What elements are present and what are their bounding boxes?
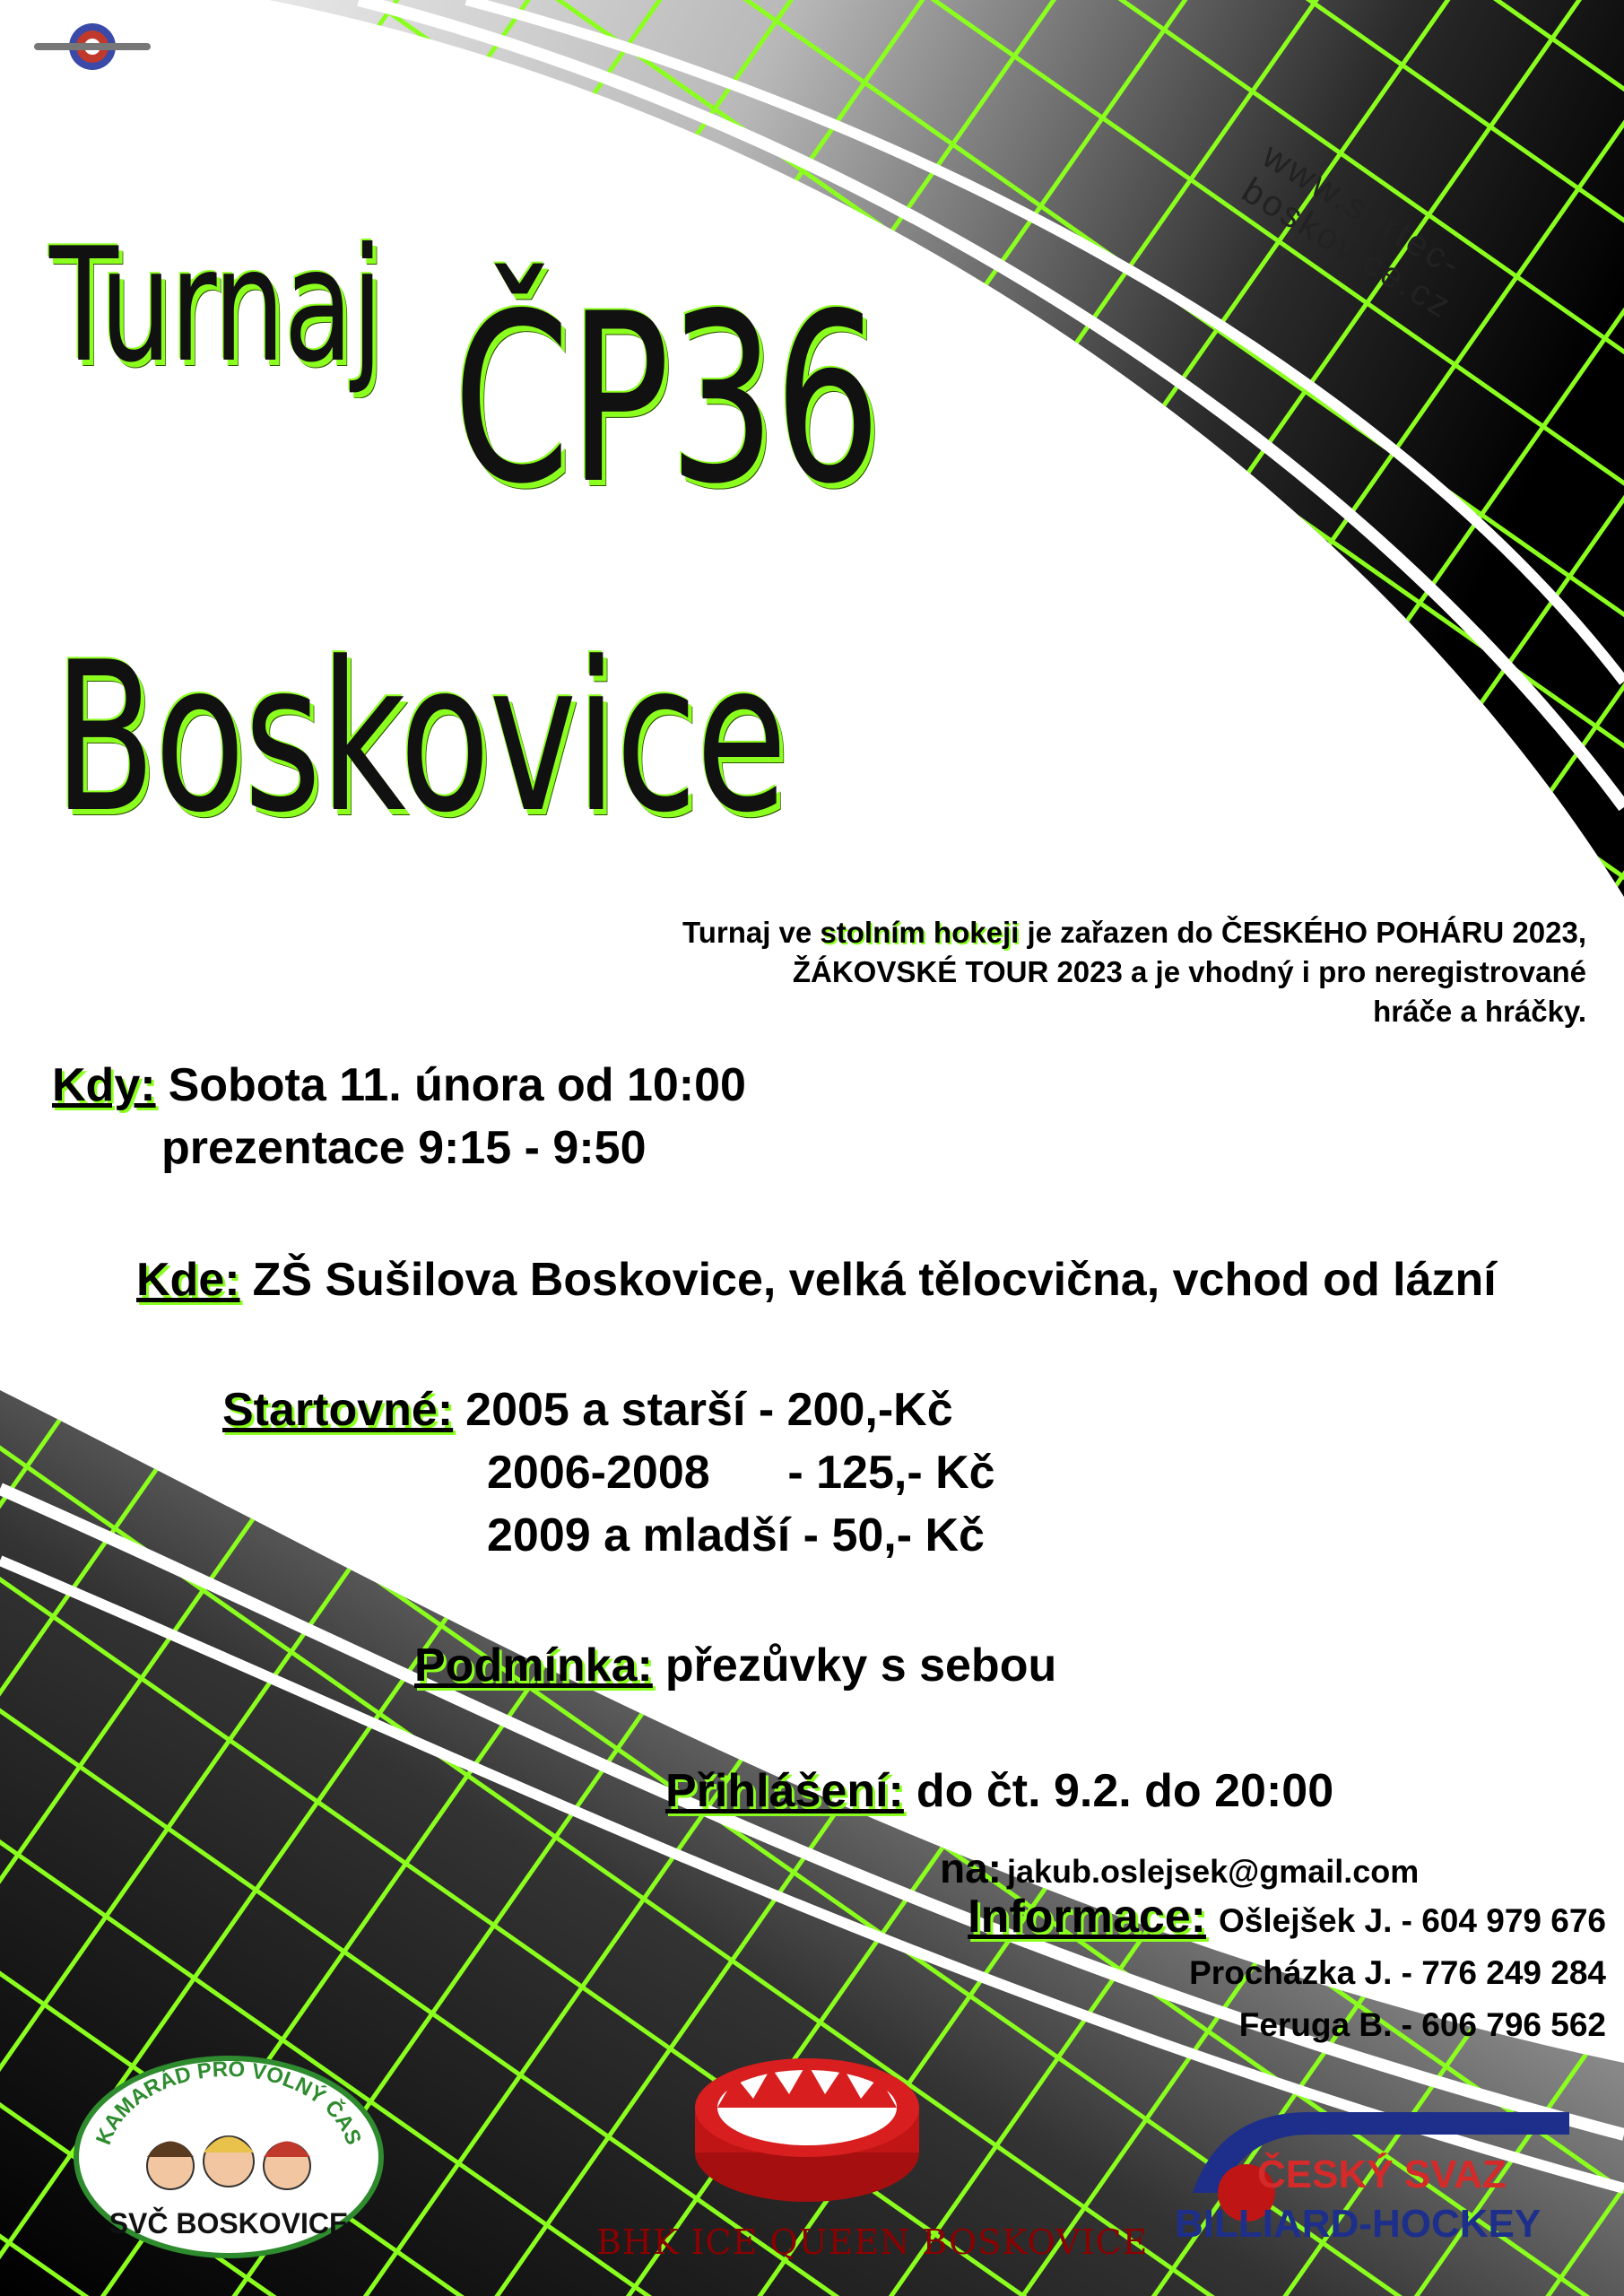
- svc-top-text: KAMARÁD PRO VOLNÝ ČAS: [91, 2057, 366, 2149]
- bhk-logo-text: BHK ICE QUEEN BOSKOVICE: [596, 2222, 1149, 2262]
- contact-2: Procházka J. - 776 249 284: [1189, 1954, 1606, 1991]
- intro-line-2: ŽÁKOVSKÉ TOUR 2023 a je vhodný i pro neregistrované: [792, 955, 1586, 988]
- podminka-label: Podmínka:: [414, 1639, 653, 1692]
- svc-boskovice-logo: [72, 2054, 386, 2260]
- contact-1: Ošlejšek J. - 604 979 676: [1218, 1902, 1606, 1939]
- csbh-line-2: BILLIARD-HOCKEY: [1175, 2202, 1541, 2246]
- kdy-section: [52, 1054, 746, 1179]
- startovne-line-1: 2005 a starší - 200,-Kč: [465, 1384, 953, 1436]
- prihlaseni-label: Přihlášení:: [665, 1765, 904, 1817]
- club-emblem-icon: [25, 20, 160, 74]
- email-link[interactable]: jakub.oslejsek@gmail.com: [1007, 1853, 1420, 1890]
- contact-3: Feruga B. - 606 796 562: [1238, 2006, 1606, 2043]
- title-line-3: Boskovice: [54, 619, 786, 858]
- prihlaseni-value: do čt. 9.2. do 20:00: [916, 1765, 1334, 1817]
- startovne-section: [222, 1378, 995, 1567]
- na-label: na:: [940, 1845, 1002, 1892]
- intro-text: [421, 913, 1586, 1031]
- website-url[interactable]: www.sprtec-boskovice.cz: [1235, 135, 1470, 327]
- kde-section: [136, 1248, 1497, 1311]
- podminka-value: přezůvky s sebou: [664, 1639, 1057, 1692]
- kde-label: Kde:: [136, 1254, 240, 1306]
- startovne-line-2: 2006-2008 - 125,- Kč: [487, 1447, 995, 1499]
- intro-part-2: je zařazen do ČESKÉHO POHÁRU 2023,: [1019, 916, 1586, 949]
- title-line-1: Turnaj: [49, 215, 382, 397]
- kdy-label: Kdy:: [52, 1059, 156, 1111]
- title-line-2: ČP36: [453, 265, 881, 535]
- informace-section: [968, 1891, 1606, 2051]
- prihlaseni-section: [665, 1760, 1333, 1822]
- csbh-line-1: ČESKÝ SVAZ: [1257, 2152, 1507, 2196]
- informace-label: Informace:: [968, 1891, 1206, 1943]
- kdy-value: Sobota 11. února od 10:00: [168, 1059, 746, 1111]
- svc-bottom-text: SVČ BOSKOVICE: [109, 2207, 349, 2239]
- puck-icon: [682, 2036, 933, 2215]
- podminka-section: [414, 1634, 1056, 1697]
- kdy-sub: prezentace 9:15 - 9:50: [161, 1122, 647, 1174]
- intro-line-3: hráče a hráčky.: [1373, 995, 1586, 1028]
- intro-highlight: stolním hokeji: [820, 916, 1020, 949]
- startovne-label: Startovné:: [222, 1384, 454, 1436]
- kde-value: ZŠ Sušilova Boskovice, velká tělocvična, vchod od lázní: [252, 1254, 1497, 1306]
- startovne-line-3: 2009 a mladší - 50,- Kč: [487, 1509, 985, 1561]
- intro-part-1: Turnaj ve: [682, 916, 821, 949]
